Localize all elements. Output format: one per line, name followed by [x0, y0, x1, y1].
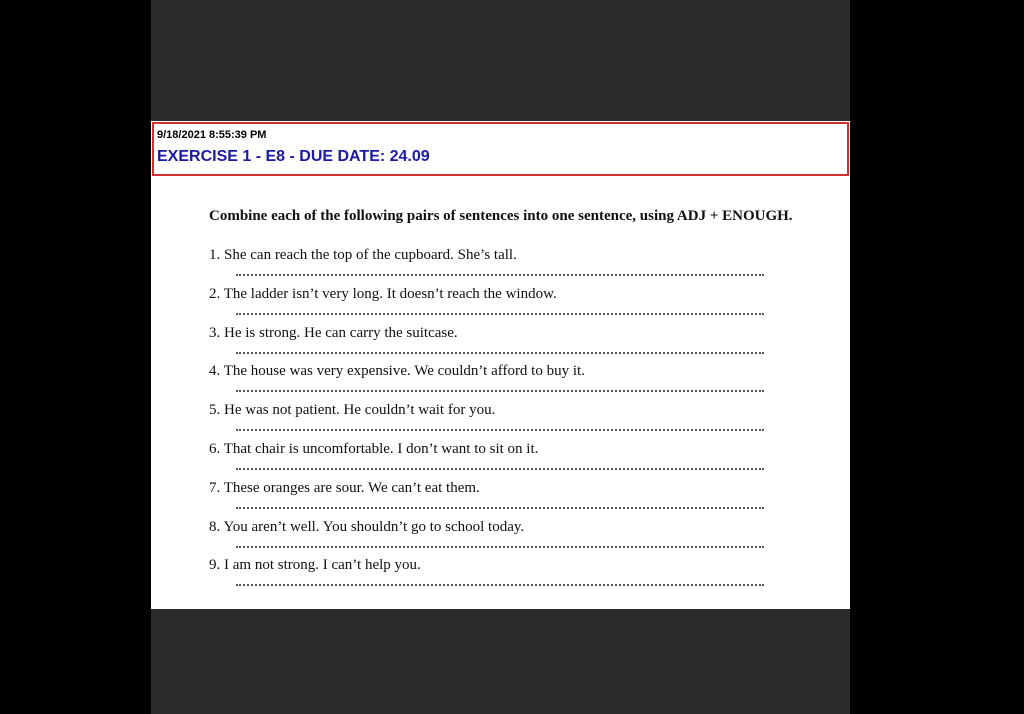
- answer-line[interactable]: [236, 390, 764, 392]
- question-item: [209, 363, 769, 402]
- print-timestamp: 9/18/2021 8:55:39 PM: [157, 129, 267, 141]
- question-list: [209, 247, 769, 596]
- question-text: 3. He is strong. He can carry the suitcase.: [209, 324, 458, 341]
- answer-line[interactable]: [236, 274, 764, 276]
- question-item: [209, 441, 769, 480]
- question-text: 5. He was not patient. He couldn’t wait for you.: [209, 402, 496, 419]
- print-header: [152, 122, 849, 176]
- document-page: [151, 121, 850, 609]
- question-text: 4. The house was very expensive. We couldn’t afford to buy it.: [209, 363, 585, 380]
- question-text: 6. That chair is uncomfortable. I don’t want to sit on it.: [209, 440, 539, 457]
- answer-line[interactable]: [236, 507, 764, 509]
- question-text: 8. You aren’t well. You shouldn’t go to school today.: [209, 518, 525, 535]
- question-item: [209, 402, 769, 441]
- question-item: [209, 519, 769, 558]
- question-text: 7. These oranges are sour. We can’t eat them.: [209, 479, 480, 496]
- answer-line[interactable]: [236, 313, 764, 315]
- question-text: 2. The ladder isn’t very long. It doesn’t reach the window.: [209, 285, 557, 302]
- worksheet-instructions: Combine each of the following pairs of sentences into one sentence, using ADJ + ENOUGH.: [209, 208, 793, 224]
- answer-line[interactable]: [236, 352, 764, 354]
- answer-line[interactable]: [236, 429, 764, 431]
- exercise-title: EXERCISE 1 - E8 - DUE DATE: 24.09: [157, 148, 430, 165]
- question-item: [209, 480, 769, 519]
- question-item: [209, 286, 769, 325]
- question-item: [209, 325, 769, 364]
- question-text: 1. She can reach the top of the cupboard. She’s tall.: [209, 247, 517, 263]
- question-item: [209, 247, 769, 286]
- answer-line[interactable]: [236, 584, 764, 586]
- answer-line[interactable]: [236, 468, 764, 470]
- question-item: [209, 557, 769, 596]
- answer-line[interactable]: [236, 546, 764, 548]
- question-text: 9. I am not strong. I can’t help you.: [209, 557, 421, 574]
